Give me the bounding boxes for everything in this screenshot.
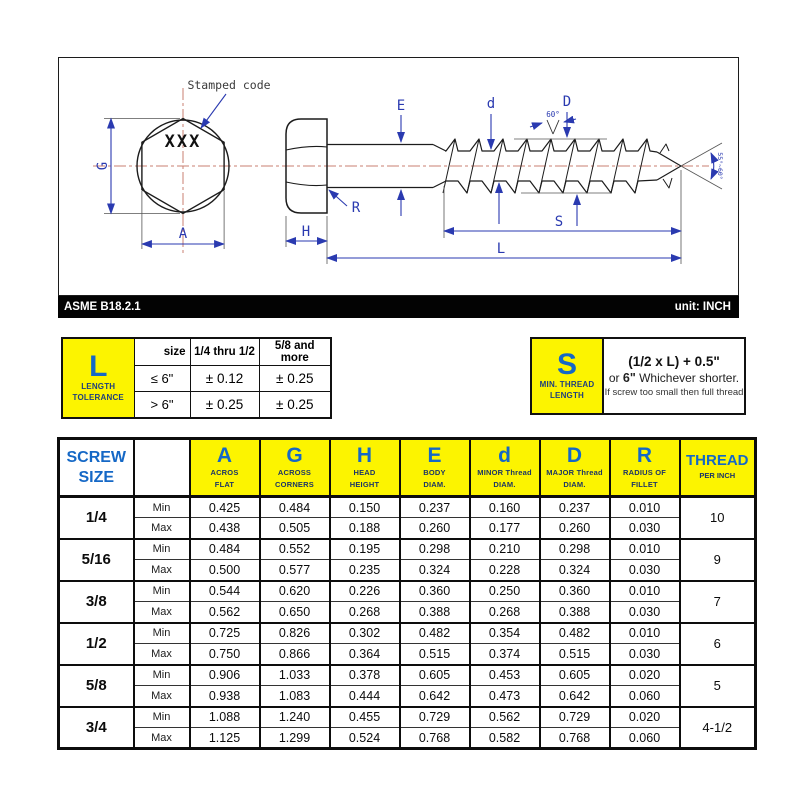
tolerance-key-cell [62, 338, 134, 418]
col-header-thread [680, 439, 756, 497]
col-header-R [610, 439, 680, 497]
header-row [59, 439, 756, 497]
value-cell: 0.060 [610, 686, 680, 707]
value-cell: 0.453 [470, 665, 540, 686]
size-cell: ≤ 6" [134, 366, 190, 392]
value-cell: 0.010 [610, 623, 680, 644]
col-desc: FLAT [214, 479, 235, 489]
col-letter: E [427, 444, 442, 468]
title-line: SIZE [78, 468, 115, 486]
value-cell: 0.544 [190, 581, 260, 602]
caption-line: LENGTH [549, 391, 585, 400]
size-cell: 5/8 [59, 665, 134, 707]
col-letter: R [636, 444, 653, 468]
col-header-G [260, 439, 330, 497]
length-tolerance-table [61, 337, 332, 419]
value-cell: 1.240 [260, 707, 330, 728]
caption-line: LENGTH [81, 381, 116, 391]
min-label: Min [134, 665, 190, 686]
value-cell: 0.268 [330, 602, 400, 623]
dim-H: H [301, 224, 311, 240]
minmax-header-blank [134, 439, 190, 497]
col-header-H [330, 439, 400, 497]
value-cell: 0.484 [190, 539, 260, 560]
col-letter: G [286, 444, 303, 468]
value-cell: 1.125 [190, 728, 260, 749]
size-cell: 3/4 [59, 707, 134, 749]
table-row-min [59, 581, 756, 602]
value-cell: 0.444 [330, 686, 400, 707]
size-cell: 3/8 [59, 581, 134, 623]
stamped-code-leader [201, 94, 226, 128]
thread-angle-label: 60° [546, 110, 560, 119]
value-cell: 0.030 [610, 644, 680, 665]
value-cell: 0.210 [470, 539, 540, 560]
unit-label: unit: INCH [674, 301, 731, 313]
thread-alternative [609, 370, 739, 387]
value-cell: 1.299 [260, 728, 330, 749]
col-desc: DIAM. [423, 479, 446, 489]
value-cell: 0.298 [540, 539, 610, 560]
tolerance-key-letter: L [89, 349, 108, 383]
title-line: SCREW [66, 448, 127, 466]
size-cell: 5/16 [59, 539, 134, 581]
col-letter: A [216, 444, 233, 468]
thread-key-caption [540, 380, 595, 402]
max-label: Max [134, 602, 190, 623]
value-cell: 0.515 [540, 644, 610, 665]
value-cell: 0.505 [260, 518, 330, 539]
value-cell: 0.010 [610, 539, 680, 560]
value-cell: 0.374 [470, 644, 540, 665]
min-thread-length-panel [530, 337, 746, 415]
col-desc: MAJOR Thread [546, 468, 603, 478]
col-header-d [470, 439, 540, 497]
col-desc: PER INCH [699, 470, 736, 480]
size-cell: 1/2 [59, 623, 134, 665]
table-row-min [59, 707, 756, 728]
table-row-min [59, 623, 756, 644]
value-cell: 0.188 [330, 518, 400, 539]
tpi-cell: 7 [680, 581, 756, 623]
col-desc: ACROS [210, 468, 239, 478]
col-desc: HEIGHT [349, 479, 380, 489]
value-cell: 0.020 [610, 665, 680, 686]
value-cell: 0.524 [330, 728, 400, 749]
max-label: Max [134, 518, 190, 539]
value-cell: 0.482 [540, 623, 610, 644]
table-row-max [59, 602, 756, 623]
value-cell: 0.354 [470, 623, 540, 644]
tolerance-value: ± 0.25 [259, 366, 331, 392]
value-cell: 0.484 [260, 497, 330, 518]
value-cell: 1.088 [190, 707, 260, 728]
value-cell: 0.250 [470, 581, 540, 602]
dimension-labels [95, 94, 724, 257]
thread-angle-vee [547, 120, 559, 134]
dim-A: A [178, 226, 188, 242]
caption-line: TOLERANCE [72, 392, 124, 402]
tpi-cell: 4-1/2 [680, 707, 756, 749]
lag-screw-drawing [59, 58, 740, 294]
value-cell: 0.237 [400, 497, 470, 518]
value-cell: 0.235 [330, 560, 400, 581]
value-cell: 0.750 [190, 644, 260, 665]
note-text-bold: 6" [622, 371, 636, 386]
col-desc: CORNERS [275, 479, 314, 489]
note-text: Whichever shorter. [635, 371, 740, 386]
value-cell: 0.577 [260, 560, 330, 581]
table-row-max [59, 560, 756, 581]
col-letter: D [566, 444, 583, 468]
value-cell: 0.906 [190, 665, 260, 686]
thread-formula: (1/2 x L) + 0.5" [628, 353, 720, 369]
min-label: Min [134, 623, 190, 644]
col-desc: FILLET [631, 479, 658, 489]
dim-E: E [396, 98, 406, 114]
thread-key-letter: S [556, 348, 577, 382]
dim-R: R [351, 200, 361, 216]
table-row-max [59, 728, 756, 749]
thread-key-cell [532, 339, 604, 413]
col-desc: DIAM. [493, 479, 516, 489]
value-cell: 0.388 [540, 602, 610, 623]
stamped-code-label: Stamped code [187, 78, 271, 92]
min-label: Min [134, 581, 190, 602]
caption-line: MIN. THREAD [539, 380, 595, 390]
tpi-cell: 5 [680, 665, 756, 707]
value-cell: 0.455 [330, 707, 400, 728]
header-size: size [134, 338, 190, 366]
table-row-max [59, 686, 756, 707]
value-cell: 1.083 [260, 686, 330, 707]
max-label: Max [134, 560, 190, 581]
value-cell: 0.364 [330, 644, 400, 665]
stamped-code-text: XXX [164, 132, 202, 152]
table-row-max [59, 644, 756, 665]
value-cell: 0.866 [260, 644, 330, 665]
header-range-small: 1/4 thru 1/2 [190, 338, 259, 366]
col-desc: BODY [423, 468, 446, 478]
value-cell: 0.150 [330, 497, 400, 518]
size-cell: 1/4 [59, 497, 134, 539]
value-cell: 0.360 [540, 581, 610, 602]
col-header-D [540, 439, 610, 497]
value-cell: 0.438 [190, 518, 260, 539]
standard-bar [58, 296, 739, 318]
col-header-E [400, 439, 470, 497]
dim-L: L [496, 241, 506, 257]
col-desc: RADIUS OF [622, 468, 667, 478]
value-cell: 0.500 [190, 560, 260, 581]
screw-dimensions-table [57, 437, 757, 750]
screw-size-header [59, 439, 134, 497]
max-label: Max [134, 728, 190, 749]
value-cell: 0.582 [470, 728, 540, 749]
value-cell: 0.030 [610, 560, 680, 581]
value-cell: 0.388 [400, 602, 470, 623]
value-cell: 0.650 [260, 602, 330, 623]
tolerance-value: ± 0.12 [190, 366, 259, 392]
col-letter: THREAD [686, 452, 749, 470]
value-cell: 0.826 [260, 623, 330, 644]
col-header-A [190, 439, 260, 497]
value-cell: 0.010 [610, 497, 680, 518]
thread-note-body [604, 339, 744, 413]
value-cell: 0.473 [470, 686, 540, 707]
value-cell: 0.562 [190, 602, 260, 623]
size-cell: > 6" [134, 392, 190, 418]
value-cell: 0.725 [190, 623, 260, 644]
value-cell: 0.260 [540, 518, 610, 539]
col-desc: MINOR Thread [477, 468, 532, 478]
value-cell: 0.030 [610, 602, 680, 623]
col-desc: ACROSS [277, 468, 312, 478]
min-label: Min [134, 539, 190, 560]
value-cell: 0.482 [400, 623, 470, 644]
value-cell: 0.620 [260, 581, 330, 602]
value-cell: 0.562 [470, 707, 540, 728]
tpi-cell: 9 [680, 539, 756, 581]
value-cell: 0.298 [400, 539, 470, 560]
dim-d: d [486, 96, 496, 112]
value-cell: 0.060 [610, 728, 680, 749]
dim-G: G [95, 161, 111, 171]
point-angle-label: 55°~60° [716, 152, 724, 180]
table-row-min [59, 539, 756, 560]
dimension-lines [111, 112, 714, 258]
value-cell: 0.729 [400, 707, 470, 728]
col-letter: d [498, 444, 511, 468]
dim-D: D [562, 94, 572, 110]
table-row-min [59, 497, 756, 518]
value-cell: 0.226 [330, 581, 400, 602]
value-cell: 0.605 [400, 665, 470, 686]
tpi-cell: 6 [680, 623, 756, 665]
header-range-large: 5/8 and more [259, 338, 331, 366]
value-cell: 0.642 [400, 686, 470, 707]
value-cell: 0.177 [470, 518, 540, 539]
value-cell: 0.768 [540, 728, 610, 749]
value-cell: 0.324 [400, 560, 470, 581]
value-cell: 0.237 [540, 497, 610, 518]
value-cell: 0.268 [470, 602, 540, 623]
value-cell: 0.030 [610, 518, 680, 539]
min-label: Min [134, 707, 190, 728]
thread-bottom-profile [445, 180, 657, 193]
max-label: Max [134, 644, 190, 665]
value-cell: 0.160 [470, 497, 540, 518]
value-cell: 0.360 [400, 581, 470, 602]
value-cell: 1.033 [260, 665, 330, 686]
value-cell: 0.260 [400, 518, 470, 539]
value-cell: 0.938 [190, 686, 260, 707]
value-cell: 0.195 [330, 539, 400, 560]
dim-S: S [554, 214, 564, 230]
max-label: Max [134, 686, 190, 707]
table-row [62, 338, 331, 366]
table-row-max [59, 518, 756, 539]
tolerance-value: ± 0.25 [190, 392, 259, 418]
min-label: Min [134, 497, 190, 518]
tolerance-key-caption [64, 382, 133, 404]
value-cell: 0.729 [540, 707, 610, 728]
value-cell: 0.302 [330, 623, 400, 644]
drawing-frame [58, 57, 739, 296]
value-cell: 0.552 [260, 539, 330, 560]
tolerance-value: ± 0.25 [259, 392, 331, 418]
value-cell: 0.324 [540, 560, 610, 581]
col-desc: DIAM. [563, 479, 586, 489]
value-cell: 0.228 [470, 560, 540, 581]
col-desc: HEAD [353, 468, 376, 478]
value-cell: 0.425 [190, 497, 260, 518]
value-cell: 0.515 [400, 644, 470, 665]
value-cell: 0.010 [610, 581, 680, 602]
table-row-min [59, 665, 756, 686]
value-cell: 0.020 [610, 707, 680, 728]
standard-name: ASME B18.2.1 [64, 301, 141, 313]
value-cell: 0.768 [400, 728, 470, 749]
note-text: or [608, 371, 623, 386]
tpi-cell: 10 [680, 497, 756, 539]
value-cell: 0.642 [540, 686, 610, 707]
col-letter: H [356, 444, 373, 468]
value-cell: 0.605 [540, 665, 610, 686]
value-cell: 0.378 [330, 665, 400, 686]
thread-smallnote: If screw too small then full thread [604, 386, 744, 398]
